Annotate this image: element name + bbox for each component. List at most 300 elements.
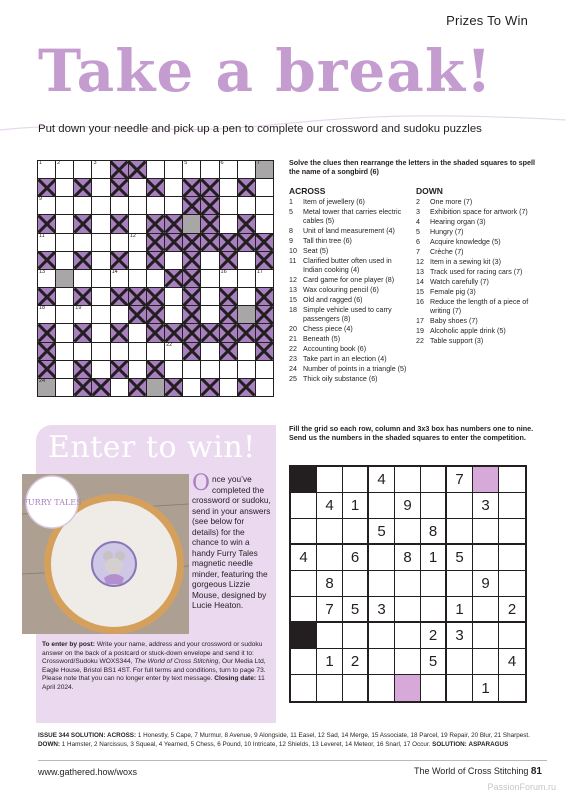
crossword-cell[interactable] (129, 179, 146, 196)
crossword-cell[interactable] (147, 379, 164, 396)
crossword-cell[interactable] (56, 179, 73, 196)
sudoku-cell[interactable]: 2 (421, 623, 447, 649)
crossword-block (256, 324, 273, 341)
sudoku-cell[interactable]: 3 (473, 493, 499, 519)
sudoku-cell[interactable]: 4 (291, 545, 317, 571)
sudoku-cell[interactable] (499, 467, 525, 493)
clue-number: 9 (289, 236, 293, 245)
sudoku-cell[interactable] (499, 571, 525, 597)
crossword-cell[interactable] (111, 379, 128, 396)
crossword-block (74, 179, 91, 196)
sudoku-cell[interactable] (343, 519, 369, 545)
sudoku-cell[interactable]: 1 (447, 597, 473, 623)
crossword-block (38, 252, 55, 269)
sudoku-cell[interactable] (291, 571, 317, 597)
crossword-cell[interactable] (238, 252, 255, 269)
clue-number: 21 (289, 334, 297, 343)
sudoku-cell[interactable]: 8 (421, 519, 447, 545)
down-clues (416, 186, 544, 347)
clue (416, 208, 544, 217)
sudoku-cell[interactable] (499, 623, 525, 649)
sudoku-cell[interactable]: 1 (473, 675, 499, 701)
crossword-cell[interactable] (38, 161, 55, 178)
sudoku-cell[interactable] (473, 649, 499, 675)
crossword-block (38, 343, 55, 360)
clue-text: Accounting book (6) (303, 344, 367, 353)
crossword-cell[interactable] (256, 161, 273, 178)
clue-number: 7 (416, 247, 420, 256)
sudoku-cell[interactable] (343, 571, 369, 597)
sudoku-cell[interactable] (447, 649, 473, 675)
crossword-cell[interactable] (238, 161, 255, 178)
crossword-cell[interactable] (201, 161, 218, 178)
post-text-1: Write your name, address and your crossword or sudoku answer on the back of a postcard or stuck-down envelope and send it to: Crossword/Sudoku WOXS344, (42, 641, 263, 666)
sudoku-cell[interactable] (473, 545, 499, 571)
crossword-block (147, 215, 164, 232)
sudoku-cell[interactable] (447, 675, 473, 701)
clue-number: 8 (289, 226, 293, 235)
clue-text: Acquire knowledge (5) (430, 237, 501, 246)
clue (289, 375, 407, 384)
crossword-cell[interactable] (111, 234, 128, 251)
crossword-block (147, 252, 164, 269)
crossword-cell[interactable] (56, 361, 73, 378)
crossword-cell[interactable] (220, 215, 237, 232)
crossword-cell[interactable] (201, 288, 218, 305)
sudoku-cell[interactable] (291, 493, 317, 519)
crossword-cell[interactable] (147, 270, 164, 287)
sudoku-cell[interactable] (317, 545, 343, 571)
crossword-cell[interactable] (220, 179, 237, 196)
sudoku-cell[interactable] (317, 519, 343, 545)
sudoku-cell[interactable] (395, 623, 421, 649)
sudoku-cell[interactable] (395, 467, 421, 493)
clue-number: 12 (289, 275, 297, 284)
solution-down: 1 Hamster, 2 Narcissus, 3 Squeal, 4 Yearned, 5 Chess, 6 Pound, 10 Intricate, 12 Shields, 13 Leveret, 14 Meteor, 16 Snarl, 17 Occur. (60, 740, 431, 748)
crossword-cell[interactable] (165, 361, 182, 378)
sudoku-cell[interactable] (421, 571, 447, 597)
crossword-cell[interactable] (92, 234, 109, 251)
across-clues (289, 186, 407, 385)
clue (416, 238, 544, 247)
sudoku-cell[interactable] (473, 467, 499, 493)
sudoku-cell[interactable]: 8 (395, 545, 421, 571)
crossword-cell[interactable] (129, 252, 146, 269)
crossword-cell[interactable] (165, 197, 182, 214)
crossword-cell[interactable] (256, 179, 273, 196)
sudoku-cell[interactable] (369, 545, 395, 571)
crossword-cell[interactable] (74, 270, 91, 287)
clue-text: Take part in an election (4) (303, 354, 387, 363)
sudoku-cell[interactable] (343, 623, 369, 649)
crossword-grid[interactable] (37, 160, 274, 397)
across-heading: ACROSS (289, 186, 326, 196)
clue-text: One more (7) (430, 197, 473, 206)
crossword-cell[interactable] (56, 343, 73, 360)
clue (289, 247, 407, 256)
sudoku-cell[interactable]: 2 (343, 649, 369, 675)
crossword-cell[interactable] (56, 197, 73, 214)
clue-number: 22 (289, 344, 297, 353)
crossword-block (201, 324, 218, 341)
crossword-block (183, 306, 200, 323)
crossword-cell[interactable] (201, 361, 218, 378)
crossword-cell[interactable] (220, 161, 237, 178)
crossword-block (183, 324, 200, 341)
sudoku-cell[interactable] (291, 467, 317, 493)
crossword-cell[interactable] (111, 343, 128, 360)
crossword-cell[interactable] (92, 179, 109, 196)
clue (416, 248, 544, 257)
clue-number: 2 (57, 160, 61, 166)
crossword-block (111, 215, 128, 232)
clue-text: Unit of land measurement (4) (303, 226, 395, 235)
crossword-cell[interactable] (129, 324, 146, 341)
sudoku-cell[interactable] (447, 493, 473, 519)
sudoku-cell[interactable] (369, 571, 395, 597)
clue-number: 11 (39, 232, 45, 239)
crossword-cell[interactable] (165, 161, 182, 178)
clue (416, 258, 544, 267)
crossword-block (238, 179, 255, 196)
crossword-cell[interactable] (38, 306, 55, 323)
crossword-cell[interactable] (183, 379, 200, 396)
crossword-block (165, 379, 182, 396)
clue-text: Female pig (3) (430, 288, 476, 297)
sudoku-cell[interactable] (395, 571, 421, 597)
crossword-cell[interactable] (92, 306, 109, 323)
crossword-cell[interactable] (38, 379, 55, 396)
clue-number: 5 (289, 207, 293, 216)
crossword-block (111, 179, 128, 196)
crossword-cell[interactable] (165, 179, 182, 196)
sudoku-cell[interactable]: 7 (317, 597, 343, 623)
crossword-cell[interactable] (129, 234, 146, 251)
crossword-block (165, 270, 182, 287)
sudoku-cell[interactable] (291, 675, 317, 701)
sudoku-cell[interactable] (499, 493, 525, 519)
clue-text: Item in a sewing kit (3) (430, 257, 501, 266)
sudoku-grid[interactable] (289, 465, 527, 703)
sudoku-cell[interactable]: 7 (447, 467, 473, 493)
crossword-cell[interactable] (256, 361, 273, 378)
sudoku-cell[interactable] (317, 467, 343, 493)
sudoku-cell[interactable]: 9 (395, 493, 421, 519)
crossword-block (74, 215, 91, 232)
closing-label: Closing date: (214, 675, 257, 683)
crossword-cell[interactable] (74, 234, 91, 251)
clue-number: 17 (256, 268, 263, 275)
crossword-cell[interactable] (220, 270, 237, 287)
crossword-cell[interactable] (92, 324, 109, 341)
clue-number: 22 (416, 337, 424, 346)
crossword-cell[interactable] (129, 343, 146, 360)
sudoku-cell[interactable] (395, 675, 421, 701)
sudoku-cell[interactable] (291, 649, 317, 675)
clue (289, 227, 407, 236)
crossword-cell[interactable] (129, 197, 146, 214)
clue-text: Alcoholic apple drink (5) (430, 327, 506, 336)
clue-number: 16 (416, 298, 424, 307)
crossword-cell[interactable] (92, 270, 109, 287)
sudoku-cell[interactable] (395, 597, 421, 623)
crossword-cell[interactable] (74, 197, 91, 214)
crossword-cell[interactable] (238, 197, 255, 214)
crossword-cell[interactable] (220, 379, 237, 396)
crossword-block (111, 361, 128, 378)
crossword-block (238, 234, 255, 251)
clue-text: Clarified butter often used in Indian cooking (4) (303, 256, 392, 274)
crossword-cell[interactable] (183, 361, 200, 378)
post-text-2: , Our Media Ltd, Eagle House, Bristol BS1 4ST. For full terms and conditions, turn to page 73. Please note that you can no longer enter by text message. (42, 658, 266, 683)
clue-text: Seat (5) (303, 246, 329, 255)
prize-photo (22, 474, 189, 634)
crossword-cell[interactable] (56, 306, 73, 323)
sudoku-cell[interactable] (499, 675, 525, 701)
sudoku-cell[interactable]: 8 (317, 571, 343, 597)
clue-number: 2 (416, 197, 420, 206)
crossword-block (220, 288, 237, 305)
crossword-block (238, 215, 255, 232)
sudoku-cell[interactable]: 6 (343, 545, 369, 571)
clue-number: 15 (416, 288, 424, 297)
crossword-cell[interactable] (238, 288, 255, 305)
sudoku-cell[interactable]: 1 (343, 493, 369, 519)
clue-number: 24 (39, 377, 46, 384)
magazine-name: The World of Cross Stitching (134, 658, 219, 666)
sudoku-cell[interactable]: 4 (317, 493, 343, 519)
competition-text: nce you’ve completed the crossword or sudoku, send in your answers (see below for details) for the chance to win a handy Furry Tales magnetic needle minder, featuring the gorgeous Lizzie Mouse, designed by Lucie Heaton. (192, 474, 271, 611)
sudoku-cell[interactable]: 1 (317, 649, 343, 675)
clue (289, 276, 407, 285)
clue-text: Item of jewellery (6) (303, 197, 365, 206)
sudoku-cell[interactable]: 9 (473, 571, 499, 597)
crossword-cell[interactable] (220, 361, 237, 378)
crossword-cell[interactable] (111, 306, 128, 323)
clue-number: 3 (416, 207, 420, 216)
sudoku-cell[interactable] (421, 597, 447, 623)
crossword-cell[interactable] (256, 215, 273, 232)
crossword-cell[interactable] (165, 252, 182, 269)
crossword-cell[interactable] (147, 161, 164, 178)
crossword-block (165, 234, 182, 251)
clue-number: 6 (220, 160, 224, 166)
sudoku-cell[interactable] (499, 545, 525, 571)
crossword-cell[interactable] (238, 361, 255, 378)
clue-text: Baby shoes (7) (430, 317, 478, 325)
clue-number: 24 (289, 364, 297, 373)
crossword-block (147, 324, 164, 341)
crossword-block (183, 343, 200, 360)
crossword-cell[interactable] (129, 215, 146, 232)
crossword-cell[interactable] (56, 161, 73, 178)
clue-number: 11 (289, 256, 297, 265)
sudoku-cell[interactable] (291, 519, 317, 545)
crossword-cell[interactable] (92, 197, 109, 214)
crossword-cell[interactable] (220, 197, 237, 214)
clue-number: 15 (289, 295, 297, 304)
sudoku-cell[interactable] (369, 675, 395, 701)
crossword-block (38, 361, 55, 378)
crossword-block (165, 324, 182, 341)
sudoku-cell[interactable]: 3 (369, 597, 395, 623)
crossword-cell[interactable] (56, 270, 73, 287)
sudoku-instructions: Fill the grid so each row, column and 3x3 box has numbers one to nine. Send us the numbers in the shaded squares to enter the competition. (289, 424, 534, 442)
clue (289, 345, 407, 354)
crossword-cell[interactable] (183, 161, 200, 178)
solution-issue-label: ISSUE 344 SOLUTION: ACROSS: (38, 732, 137, 739)
crossword-cell[interactable] (56, 215, 73, 232)
sudoku-cell[interactable]: 1 (421, 545, 447, 571)
clue (416, 337, 544, 346)
clue-number: 10 (289, 246, 297, 255)
crossword-cell[interactable] (147, 197, 164, 214)
crossword-block (201, 234, 218, 251)
crossword-cell[interactable] (56, 324, 73, 341)
sudoku-cell[interactable] (421, 493, 447, 519)
sudoku-cell[interactable]: 5 (447, 545, 473, 571)
clue-number: 3 (93, 160, 97, 166)
crossword-cell[interactable] (256, 197, 273, 214)
crossword-block (111, 252, 128, 269)
crossword-block (147, 234, 164, 251)
sudoku-cell[interactable]: 5 (343, 597, 369, 623)
crossword-cell[interactable] (238, 306, 255, 323)
crossword-cell[interactable] (38, 197, 55, 214)
crossword-cell[interactable] (92, 288, 109, 305)
solution-answer-label: SOLUTION: (432, 740, 467, 748)
crossword-cell[interactable] (74, 161, 91, 178)
solution-answer: ASPARAGUS (468, 740, 509, 748)
crossword-cell[interactable] (38, 234, 55, 251)
crossword-block (38, 215, 55, 232)
clue-number: 4 (416, 217, 420, 226)
crossword-cell[interactable] (56, 288, 73, 305)
clue-text: Card game for one player (8) (303, 275, 395, 284)
sudoku-cell[interactable] (343, 467, 369, 493)
sudoku-cell[interactable]: 2 (499, 597, 525, 623)
crossword-cell[interactable] (201, 306, 218, 323)
crossword-block (165, 215, 182, 232)
crossword-cell[interactable] (111, 270, 128, 287)
sudoku-cell[interactable] (447, 519, 473, 545)
crossword-cell[interactable] (165, 343, 182, 360)
clue (289, 296, 407, 305)
sudoku-cell[interactable] (343, 675, 369, 701)
clue-text: Simple vehicle used to carry passengers (8) (303, 305, 392, 323)
sudoku-cell[interactable] (421, 467, 447, 493)
crossword-cell[interactable] (129, 361, 146, 378)
sudoku-cell[interactable] (473, 597, 499, 623)
sudoku-cell[interactable] (447, 571, 473, 597)
crossword-cell[interactable] (92, 252, 109, 269)
clue (289, 306, 407, 324)
clue-number: 7 (256, 160, 260, 166)
sudoku-cell[interactable]: 4 (499, 649, 525, 675)
crossword-cell[interactable] (129, 270, 146, 287)
crossword-block (111, 324, 128, 341)
crossword-block (147, 306, 164, 323)
sudoku-cell[interactable] (395, 649, 421, 675)
crossword-cell[interactable] (165, 306, 182, 323)
crossword-cell[interactable] (74, 343, 91, 360)
sudoku-cell[interactable] (291, 623, 317, 649)
crossword-block (220, 324, 237, 341)
crossword-cell[interactable] (56, 252, 73, 269)
solution-across: 1 Honestly, 5 Cape, 7 Murmur, 8 Avenue, 9 Alongside, 11 Easel, 12 Sad, 14 Merge, 15 Associate, 18 Parcel, 19 Repair, 20 Blur, 21 Sharpest. (136, 732, 530, 739)
clue-text: Wax colouring pencil (6) (303, 285, 379, 294)
crossword-block (129, 306, 146, 323)
crossword-cell[interactable] (92, 361, 109, 378)
crossword-block (256, 288, 273, 305)
sudoku-cell[interactable]: 4 (369, 467, 395, 493)
sudoku-cell[interactable]: 5 (421, 649, 447, 675)
crossword-cell[interactable] (92, 343, 109, 360)
crossword-cell[interactable] (56, 234, 73, 251)
crossword-cell[interactable] (92, 215, 109, 232)
clue-number: 5 (416, 227, 420, 236)
crossword-block (256, 306, 273, 323)
crossword-block (129, 379, 146, 396)
clue-number: 12 (416, 257, 424, 266)
sudoku-cell[interactable] (473, 623, 499, 649)
crossword-block (201, 215, 218, 232)
sudoku-cell[interactable] (291, 597, 317, 623)
clue (289, 198, 407, 207)
clue (289, 355, 407, 364)
sudoku-cell[interactable] (317, 675, 343, 701)
badge-text: FURRY TALES (22, 498, 82, 507)
crossword-cell[interactable] (147, 343, 164, 360)
sudoku-cell[interactable] (499, 519, 525, 545)
crossword-block (256, 234, 273, 251)
entry-instructions (42, 641, 272, 692)
sudoku-cell[interactable] (473, 519, 499, 545)
clue-number: 16 (220, 268, 227, 275)
crossword-cell[interactable] (38, 270, 55, 287)
crossword-cell[interactable] (56, 379, 73, 396)
crossword-cell[interactable] (74, 306, 91, 323)
sudoku-cell[interactable] (369, 493, 395, 519)
crossword-cell[interactable] (238, 270, 255, 287)
crossword-cell[interactable] (201, 343, 218, 360)
crossword-cell[interactable] (238, 343, 255, 360)
clue-number: 17 (416, 317, 424, 325)
crossword-cell[interactable] (256, 379, 273, 396)
crossword-cell[interactable] (111, 197, 128, 214)
crossword-cell[interactable] (201, 270, 218, 287)
crossword-block (111, 161, 128, 178)
crossword-cell[interactable] (183, 215, 200, 232)
crossword-block (238, 379, 255, 396)
sudoku-cell[interactable] (395, 519, 421, 545)
crossword-block (74, 252, 91, 269)
crossword-block (74, 324, 91, 341)
crossword-cell[interactable] (92, 161, 109, 178)
sudoku-cell[interactable] (421, 675, 447, 701)
crossword-cell[interactable] (201, 252, 218, 269)
crossword-cell[interactable] (256, 270, 273, 287)
crossword-cell[interactable] (165, 288, 182, 305)
sudoku-cell[interactable] (369, 649, 395, 675)
clue-number: 25 (289, 374, 297, 383)
sudoku-cell[interactable]: 5 (369, 519, 395, 545)
clue-text: Hearing organ (3) (430, 217, 486, 226)
crossword-block (92, 379, 109, 396)
sudoku-cell[interactable] (369, 623, 395, 649)
sudoku-cell[interactable] (317, 623, 343, 649)
sudoku-cell[interactable]: 3 (447, 623, 473, 649)
